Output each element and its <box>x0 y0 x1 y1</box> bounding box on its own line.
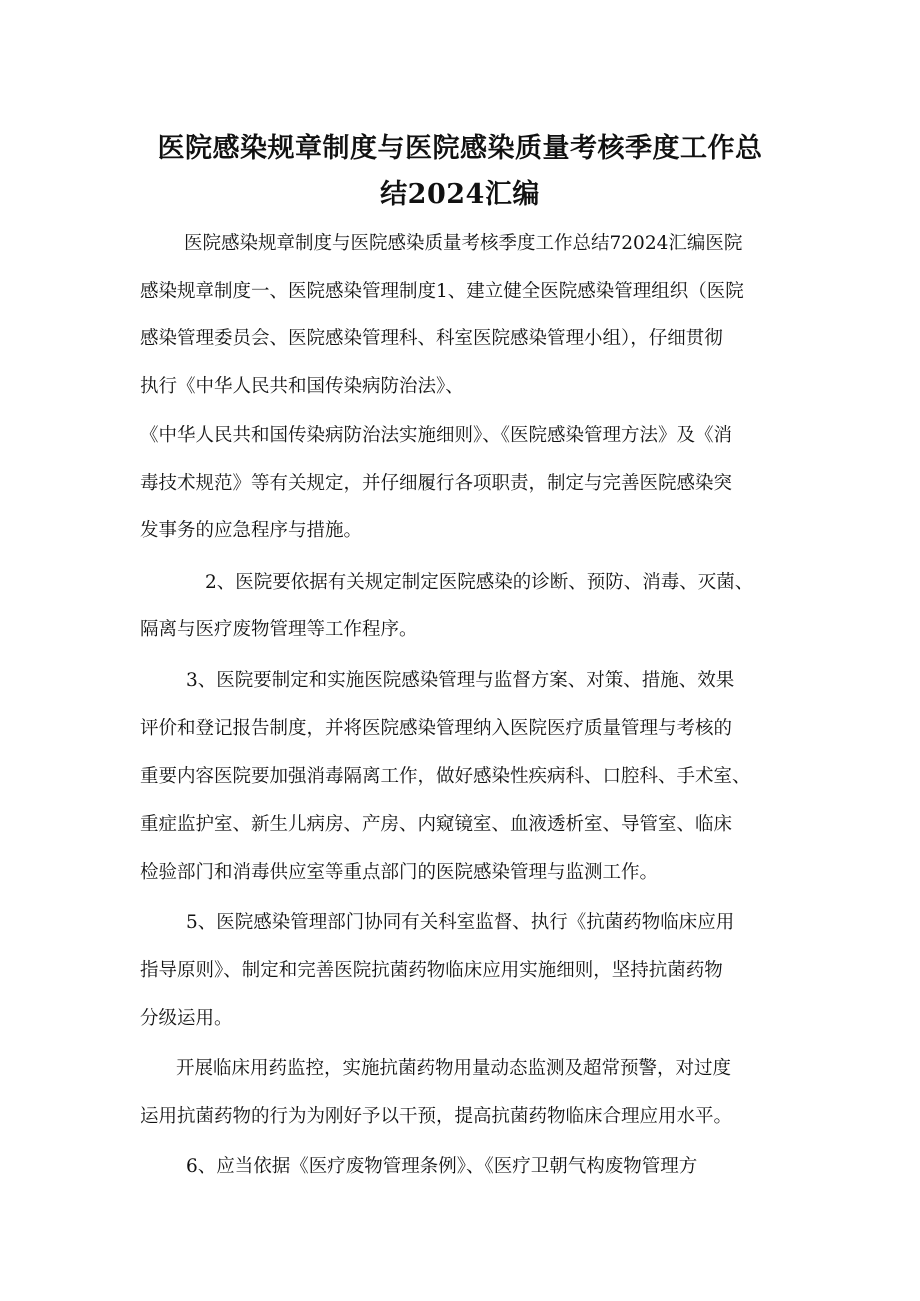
body-line: 6、应当依据《医疗废物管理条例》、《医疗卫朝气构废物管理方 <box>186 1156 698 1177</box>
document-title-line-1: 医院感染规章制度与医院感染质量考核季度工作总 <box>157 133 763 165</box>
body-line: 重症监护室、新生儿病房、产房、内窥镜室、血液透析室、导管室、临床 <box>140 814 733 835</box>
body-line: 开展临床用药监控，实施抗菌药物用量动态监测及超常预警，对过度 <box>176 1058 732 1079</box>
body-line: 毒技术规范》等有关规定，并仔细履行各项职责，制定与完善医院感染突 <box>140 473 733 494</box>
body-line: 5、医院感染管理部门协同有关科室监督、执行《抗菌药物临床应用 <box>186 912 735 933</box>
body-line: 感染规章制度一、医院感染管理制度1、建立健全医院感染管理组织（医院 <box>140 281 744 302</box>
document-title-line-2: 结2024汇编 <box>380 179 540 211</box>
body-line: 隔离与医疗废物管理等工作程序。 <box>140 619 418 640</box>
body-line: 感染管理委员会、医院感染管理科、科室医院感染管理小组），仔细贯彻 <box>140 328 723 349</box>
body-line: 《中华人民共和国传染病防治法实施细则》、《医院感染管理方法》及《消 <box>140 425 733 446</box>
body-line: 医院感染规章制度与医院感染质量考核季度工作总结72024汇编医院 <box>184 233 743 254</box>
body-line: 执行《中华人民共和国传染病防治法》、 <box>140 376 464 397</box>
body-line: 检验部门和消毒供应室等重点部门的医院感染管理与监测工作。 <box>140 862 659 883</box>
body-line: 发事务的应急程序与措施。 <box>140 520 363 541</box>
body-line: 评价和登记报告制度，并将医院感染管理纳入医院医疗质量管理与考核的 <box>140 718 733 739</box>
body-line: 运用抗菌药物的行为为刚好予以干预，提高抗菌药物临床合理应用水平。 <box>140 1106 733 1127</box>
body-line: 重要内容医院要加强消毒隔离工作，做好感染性疾病科、口腔科、手术室、 <box>140 766 751 787</box>
body-line: 2、医院要依据有关规定制定医院感染的诊断、预防、消毒、灭菌、 <box>205 572 754 593</box>
body-line: 分级运用。 <box>140 1008 233 1029</box>
body-line: 3、医院要制定和实施医院感染管理与监督方案、对策、措施、效果 <box>186 670 735 691</box>
body-line: 指导原则》、制定和完善医院抗菌药物临床应用实施细则，坚持抗菌药物 <box>140 960 723 981</box>
